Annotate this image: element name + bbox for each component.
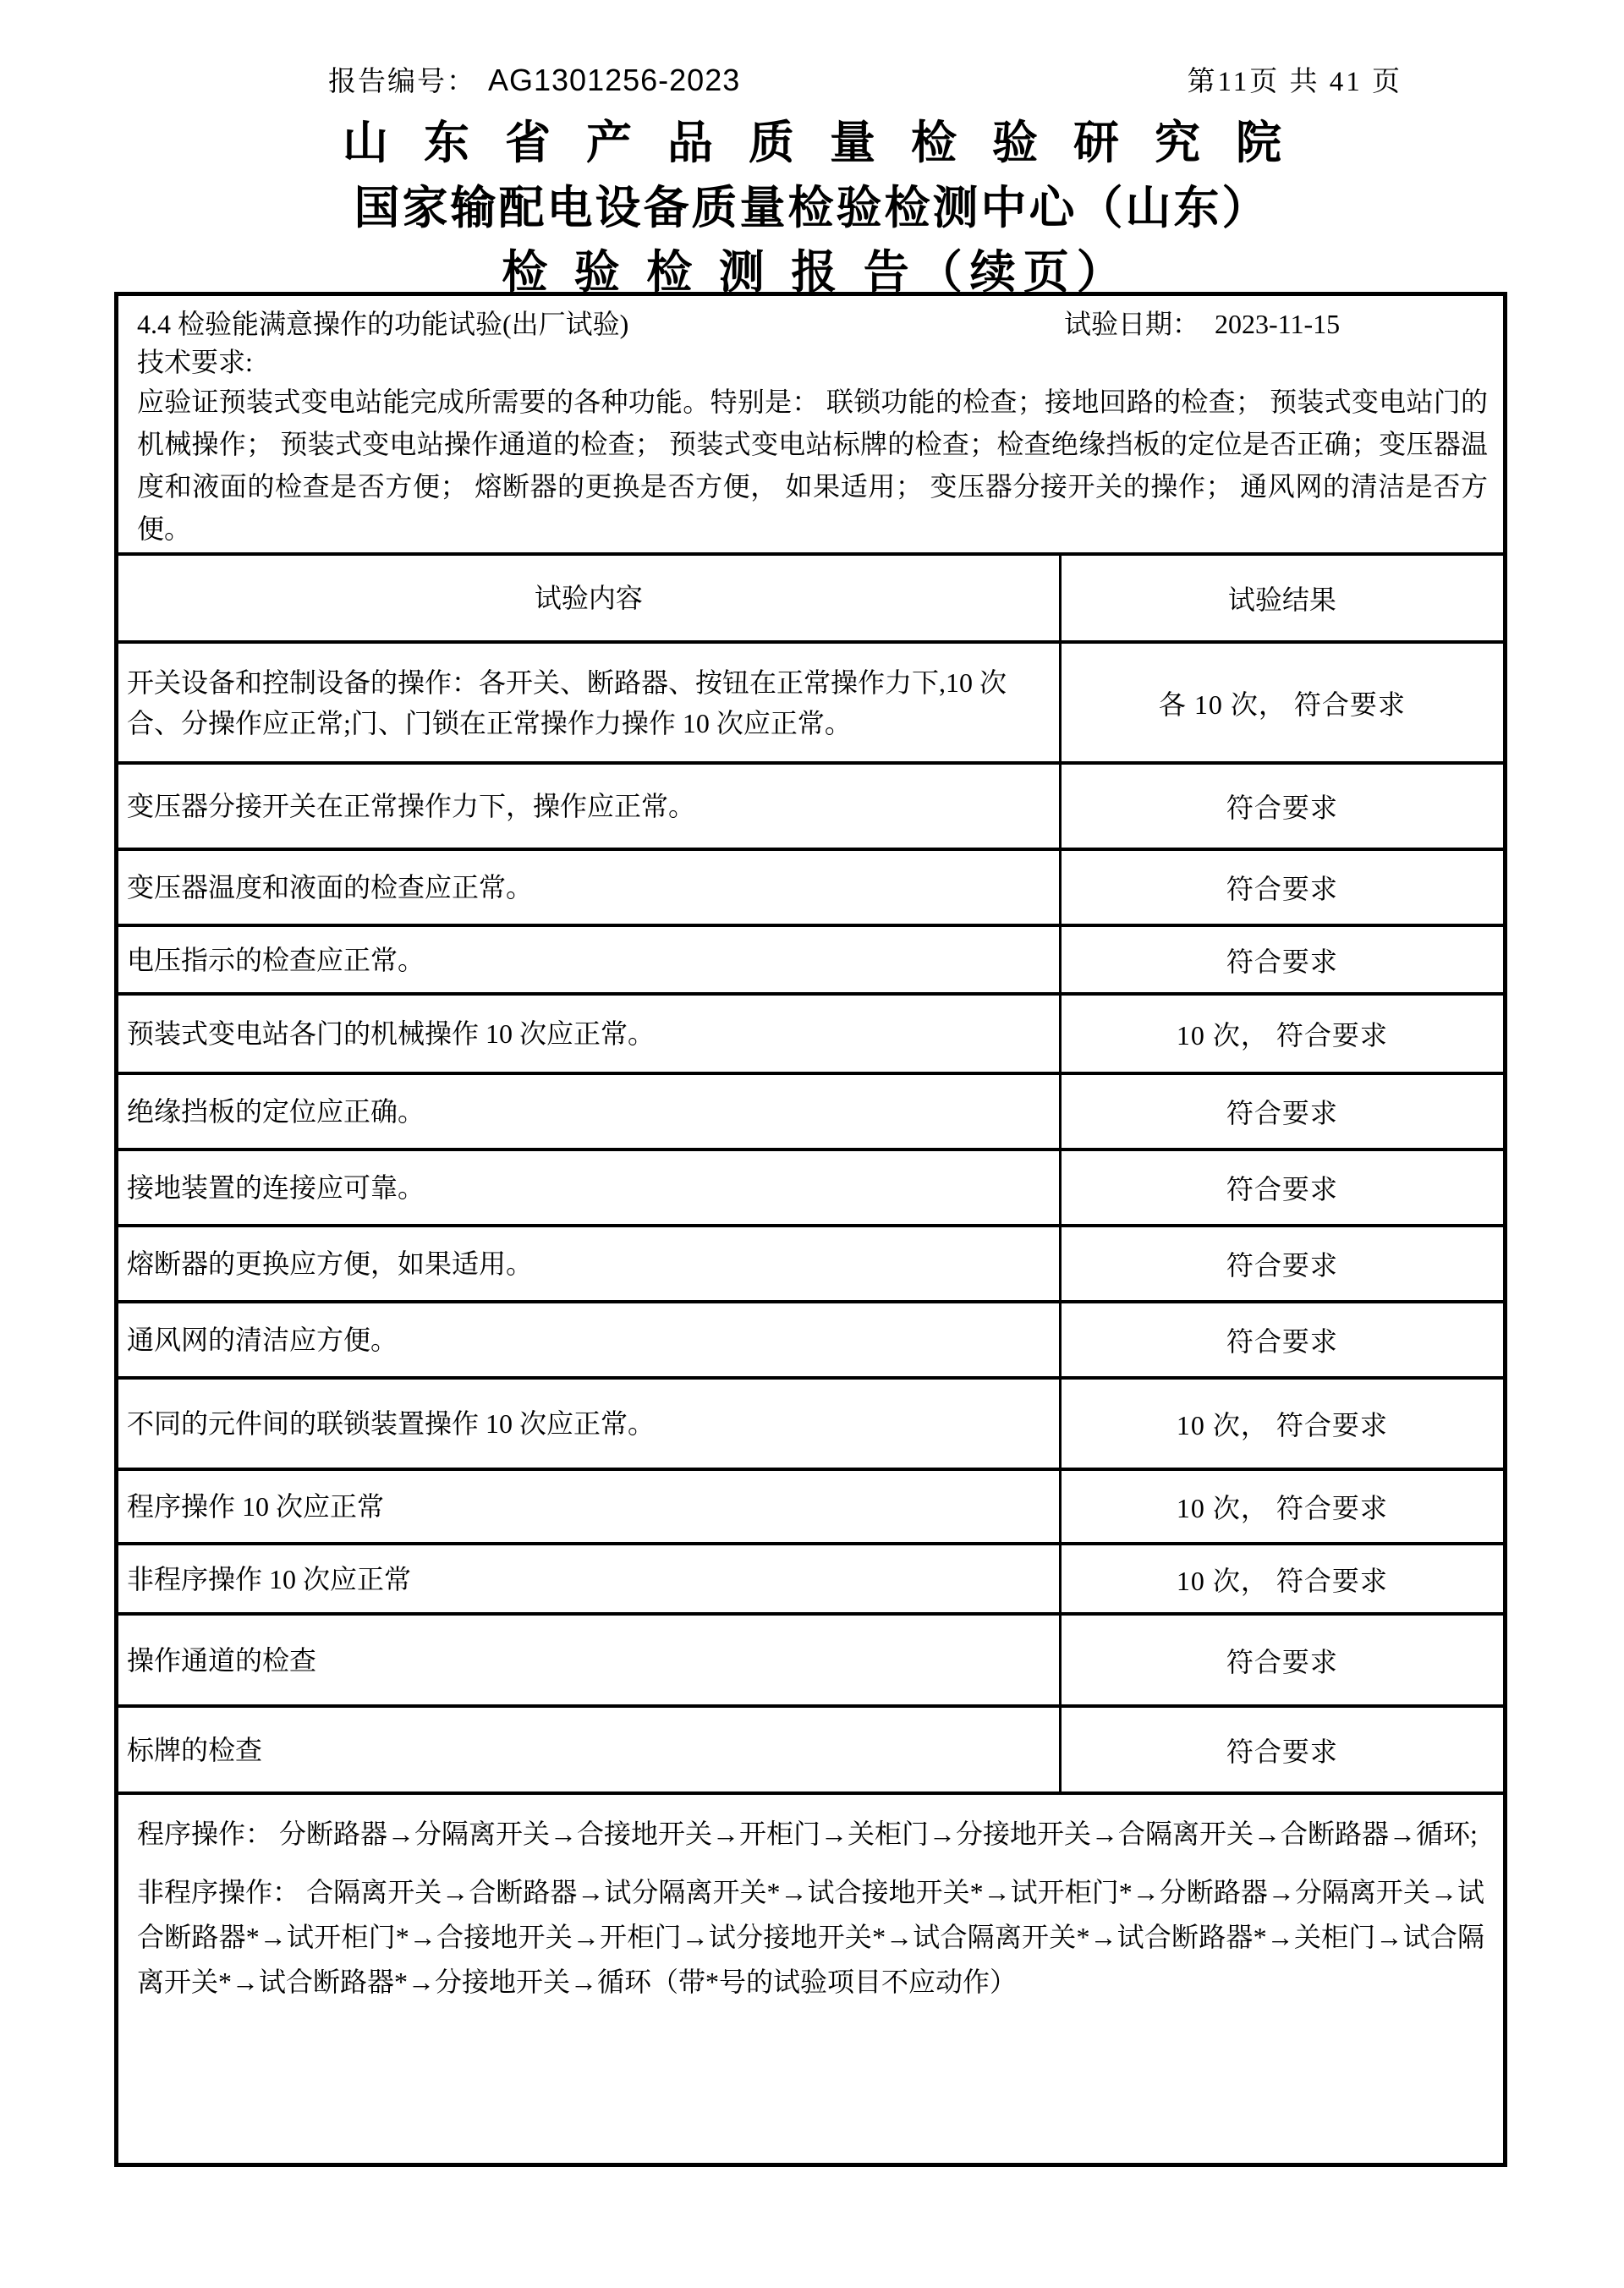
test-content-cell: 操作通道的检查 [118,1614,1060,1706]
operation-sequence-notes [118,1795,1503,2005]
table-row [118,994,1503,1073]
test-content-cell: 变压器温度和液面的检查应正常。 [118,849,1060,925]
document-header [328,59,1402,99]
test-content-cell: 绝缘挡板的定位应正确。 [118,1073,1060,1149]
table-row [118,642,1503,763]
table-header-row [118,556,1503,642]
test-result-cell: 符合要求 [1060,849,1503,925]
test-content-cell: 非程序操作 10 次应正常 [118,1544,1060,1614]
table-row [118,849,1503,925]
center-title: 国家输配电设备质量检验检测中心（山东） [354,183,1270,233]
tech-requirements-label: 技术要求: [137,347,253,377]
test-content-cell: 通风网的清洁应方便。 [118,1302,1060,1378]
table-row [118,1302,1503,1378]
table-row [118,1073,1503,1149]
test-date [1064,305,1340,343]
tech-requirements-text: 应验证预装式变电站能完成所需要的各种功能。特别是： 联锁功能的检查；接地回路的检查； 预装式变电站门的机械操作； 预装式变电站操作通道的检查； 预装式变电站标牌的检查；检查绝缘挡板的定位是否正确；变压器温度和液面的检查是否方便； 熔断器的更换是否方便， 如果适用； 变压器分接开关的操作； 通风网的清洁是否方便。 [137,387,1488,544]
table-row [118,925,1503,994]
test-result-cell: 符合要求 [1060,1226,1503,1302]
test-content-cell: 标牌的检查 [118,1706,1060,1793]
table-row [118,1544,1503,1614]
test-content-cell: 变压器分接开关在正常操作力下，操作应正常。 [118,763,1060,849]
test-result-cell: 10 次， 符合要求 [1060,1378,1503,1469]
test-result-cell: 符合要求 [1060,1302,1503,1378]
test-date-value: 2023-11-15 [1215,309,1341,339]
test-result-cell: 符合要求 [1060,925,1503,994]
test-date-label: 试验日期： [1064,309,1200,339]
test-result-cell: 10 次， 符合要求 [1060,1544,1503,1614]
section-technical-requirements [118,296,1503,556]
column-header-result: 试验结果 [1060,556,1503,642]
test-result-cell: 各 10 次， 符合要求 [1060,642,1503,763]
test-result-cell: 符合要求 [1060,1073,1503,1149]
table-row [118,1706,1503,1793]
column-header-content: 试验内容 [118,556,1060,642]
page-indicator: 第11页 共 41 页 [1187,67,1402,97]
report-number [328,59,740,99]
test-content-cell: 开关设备和控制设备的操作：各开关、断路器、按钮在正常操作力下,10 次合、分操作应正常;门、门锁在正常操作力操作 10 次应正常。 [118,642,1060,763]
test-content-cell: 不同的元件间的联锁装置操作 10 次应正常。 [118,1378,1060,1469]
test-content-cell: 熔断器的更换应方便，如果适用。 [118,1226,1060,1302]
test-content-cell: 程序操作 10 次应正常 [118,1469,1060,1544]
test-table [118,556,1503,1795]
test-result-cell: 符合要求 [1060,1149,1503,1226]
report-number-value: AG1301256-2023 [488,63,741,97]
procedure-operation-text: 程序操作： 分断路器→分隔离开关→合接地开关→开柜门→关柜门→分接地开关→合隔离开关→合断路器→循环; [137,1819,1478,1849]
test-result-cell: 符合要求 [1060,1706,1503,1793]
report-number-label: 报告编号： [328,67,476,97]
test-content-cell: 接地装置的连接应可靠。 [118,1149,1060,1226]
table-row [118,1378,1503,1469]
table-row [118,1226,1503,1302]
clause-title: 4.4 检验能满意操作的功能试验(出厂试验) [137,309,629,339]
non-procedure-operation-text: 非程序操作： 合隔离开关→合断路器→试分隔离开关*→试合接地开关*→试开柜门*→分断路器→分隔离开关→试合断路器*→试开柜门*→合接地开关→开柜门→试分接地开关*→试合隔离开关*→试合断路器*→关柜门→试合隔离开关*→试合断路器*→分接地开关→循环（带*号的试验项目不应动作） [137,1877,1484,1997]
test-content-cell: 预装式变电站各门的机械操作 10 次应正常。 [118,994,1060,1073]
table-row [118,1469,1503,1544]
report-title: 检 验 检 测 报 告（续页） [502,247,1130,298]
report-table-frame [114,292,1507,2167]
clause-line [137,305,1488,343]
test-result-cell: 10 次， 符合要求 [1060,1469,1503,1544]
table-row [118,763,1503,849]
table-row [118,1614,1503,1706]
test-content-cell: 电压指示的检查应正常。 [118,925,1060,994]
institute-title: 山东省产品质量检验研究院 [343,118,1317,168]
test-result-cell: 10 次， 符合要求 [1060,994,1503,1073]
table-row [118,1149,1503,1226]
test-result-cell: 符合要求 [1060,763,1503,849]
test-result-cell: 符合要求 [1060,1614,1503,1706]
